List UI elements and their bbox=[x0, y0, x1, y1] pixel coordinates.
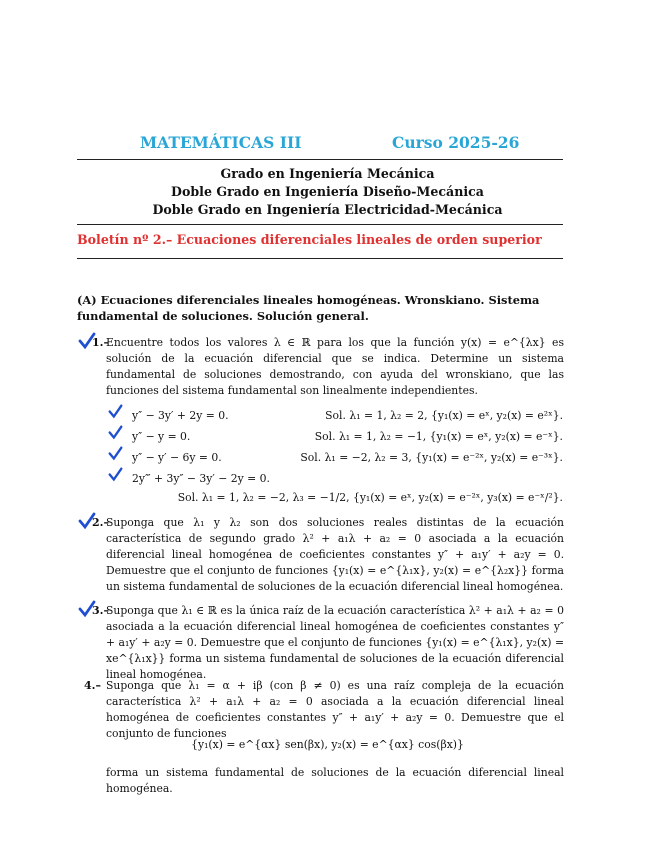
divider bbox=[77, 258, 563, 259]
course-year: Curso 2025-26 bbox=[392, 133, 520, 152]
problem-statement: Suponga que λ₁ y λ₂ son dos soluciones reales distintas de la ecuación característica de segundo grado λ² + a₁λ + a₂ = 0 asociada a la ecuación diferencial lineal homogénea de coeficientes constantes y″ + a₁y′ + a₂y = 0. Demuestre que el conjunto de funciones {y₁(x) = e^{λ₁x}, y₂(x) = e^{λ₂x}} forma un sistema fundamental de soluciones de la ecuación diferencial lineal homogénea. bbox=[106, 516, 564, 593]
degree-line-1: Grado en Ingeniería Mecánica bbox=[220, 166, 435, 181]
equation: y″ − 3y′ + 2y = 0. bbox=[132, 409, 229, 422]
checkmark-icon bbox=[108, 467, 123, 482]
solution: Sol. λ₁ = 1, λ₂ = −2, λ₃ = −1/2, {y₁(x) = eˣ, y₂(x) = e⁻²ˣ, y₃(x) = e⁻ˣ/²}. bbox=[177, 491, 563, 504]
solution: Sol. λ₁ = 1, λ₂ = −1, {y₁(x) = eˣ, y₂(x) = e⁻ˣ}. bbox=[314, 430, 563, 443]
problem-statement: Suponga que λ₁ ∈ ℝ es la única raíz de la ecuación característica λ² + a₁λ + a₂ = 0 asociada a la ecuación diferencial lineal homogénea de coeficientes constantes y″ + a₁y′ + a₂y = 0. Demuestre que el conjunto de funciones {y₁(x) = e^{λ₁x}, y₂(x) = xe^{λ₁x}} forma un sistema fundamental de soluciones de la ecuación diferencial lineal homogénea. bbox=[106, 604, 564, 681]
bulletin-title: Boletín nº 2.– Ecuaciones diferenciales lineales de orden superior bbox=[77, 232, 542, 247]
degree-line-3: Doble Grado en Ingeniería Electricidad-Mecánica bbox=[152, 202, 503, 217]
equation: y″ − y′ − 6y = 0. bbox=[132, 451, 222, 464]
divider bbox=[77, 159, 563, 160]
problem-number: 2.– bbox=[92, 516, 109, 529]
problem-number: 3.– bbox=[92, 604, 109, 617]
checkmark-icon bbox=[108, 404, 123, 419]
course-title: MATEMÁTICAS III bbox=[140, 133, 302, 152]
problem-statement: Suponga que λ₁ = α + iβ (con β ≠ 0) es una raíz compleja de la ecuación característica λ² + a₁λ + a₂ = 0 asociada a la ecuación diferencial lineal homogénea de coeficientes constantes y″ + a₁y′ + a₂y = 0. Demuestre que el conjunto de funciones bbox=[106, 679, 564, 740]
problem-number: 4.– bbox=[84, 679, 101, 692]
problem-conclusion: forma un sistema fundamental de soluciones de la ecuación diferencial lineal homogénea. bbox=[106, 766, 564, 795]
display-equation: {y₁(x) = e^{αx} sen(βx), y₂(x) = e^{αx} cos(βx)} bbox=[191, 738, 464, 751]
solution: Sol. λ₁ = 1, λ₂ = 2, {y₁(x) = eˣ, y₂(x) = e²ˣ}. bbox=[325, 409, 563, 422]
degree-line-2: Doble Grado en Ingeniería Diseño-Mecánica bbox=[171, 184, 484, 199]
equation: y″ − y = 0. bbox=[132, 430, 191, 443]
problem-statement: Encuentre todos los valores λ ∈ ℝ para los que la función y(x) = e^{λx} es solución de la ecuación diferencial que se indica. Determine un sistema fundamental de soluciones demostrando, con ayuda del wronskiano, que las funciones del sistema fundamental son linealmente independientes. bbox=[106, 336, 564, 397]
checkmark-icon bbox=[108, 446, 123, 461]
equation: 2y‴ + 3y″ − 3y′ − 2y = 0. bbox=[132, 472, 270, 485]
checkmark-icon bbox=[108, 425, 123, 440]
problem-number: 1.– bbox=[92, 336, 109, 349]
section-title: (A) Ecuaciones diferenciales lineales homogéneas. Wronskiano. Sistema fundamental de soluciones. Solución general. bbox=[77, 293, 540, 323]
divider bbox=[77, 224, 563, 225]
solution: Sol. λ₁ = −2, λ₂ = 3, {y₁(x) = e⁻²ˣ, y₂(x) = e⁻³ˣ}. bbox=[300, 451, 563, 464]
